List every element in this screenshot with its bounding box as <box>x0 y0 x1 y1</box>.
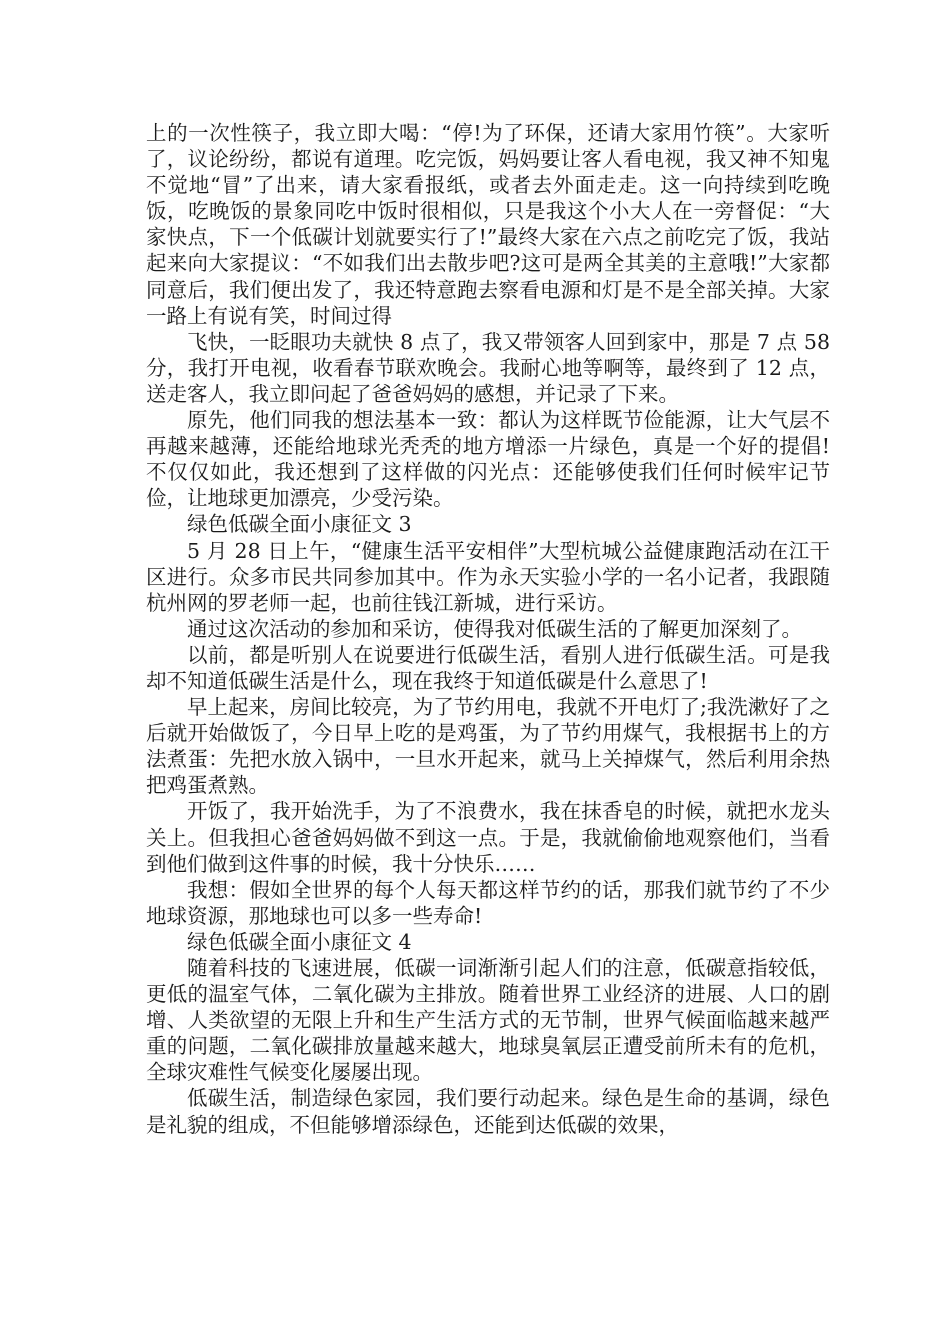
paragraph-2: 飞快，一眨眼功夫就快 8 点了，我又带领客人回到家中，那是 7 点 58 分，我打开电视，收看春节联欢晚会。我耐心地等啊等，最终到了 12 点，送走客人，我立即问起了爸爸妈妈的感想，并记录了下来。 <box>146 329 830 406</box>
paragraph-10: 随着科技的飞速进展，低碳一词渐渐引起人们的注意，低碳意指较低，更低的温室气体，二氧化碳为主排放。随着世界工业经济的进展、人口的剧增、人类欲望的无限上升和生产生活方式的无节制，世界气候面临越来越严重的问题，二氧化碳排放量越来越大，地球臭氧层正遭受前所未有的危机，全球灾难性气候变化屡屡出现。 <box>146 956 830 1085</box>
paragraph-4: 5 月 28 日上午，“健康生活平安相伴”大型杭城公益健康跑活动在江干区进行。众多市民共同参加其中。作为永天实验小学的一名小记者，我跟随杭州网的罗老师一起，也前往钱江新城，进行采访。 <box>146 538 830 615</box>
paragraph-9: 我想：假如全世界的每个人每天都这样节约的话，那我们就节约了不少地球资源，那地球也可以多一些寿命! <box>146 877 830 928</box>
paragraph-5: 通过这次活动的参加和采访，使得我对低碳生活的了解更加深刻了。 <box>187 616 802 641</box>
paragraph-7: 早上起来，房间比较亮，为了节约用电，我就不开电灯了;我洗漱好了之后就开始做饭了，今日早上吃的是鸡蛋，为了节约用煤气，我根据书上的方法煮蛋：先把水放入锅中，一旦水开起来，就马上关掉煤气，然后利用余热把鸡蛋煮熟。 <box>146 695 830 798</box>
document-body <box>146 120 830 1138</box>
paragraph-11: 低碳生活，制造绿色家园，我们要行动起来。绿色是生命的基调，绿色是礼貌的组成，不但能够增添绿色，还能到达低碳的效果， <box>146 1086 830 1137</box>
paragraph-3: 原先，他们同我的想法基本一致：都认为这样既节俭能源，让大气层不再越来越薄，还能给地球光秃秃的地方增添一片绿色，真是一个好的提倡!不仅仅如此，我还想到了这样做的闪光点：还能够使我们任何时候牢记节俭，让地球更加漂亮，少受污染。 <box>146 408 830 511</box>
paragraph-1: 上的一次性筷子，我立即大喝：“停!为了环保，还请大家用竹筷”。大家听了，议论纷纷，都说有道理。吃完饭，妈妈要让客人看电视，我又神不知鬼不觉地“冒”了出来，请大家看报纸，或者去外面走走。这一向持续到吃晚饭，吃晚饭的景象同吃中饭时很相似，只是我这个小大人在一旁督促：“大家快点，下一个低碳计划就要实行了!”最终大家在六点之前吃完了饭，我站起来向大家提议：“不如我们出去散步吧?这可是两全其美的主意哦!”大家都同意后，我们便出发了，我还特意跑去察看电源和灯是不是全部关掉。大家一路上有说有笑，时间过得 <box>146 121 830 328</box>
section-heading-3: 绿色低碳全面小康征文 3 <box>187 512 412 537</box>
paragraph-8: 开饭了，我开始洗手，为了不浪费水，我在抹香皂的时候，就把水龙头关上。但我担心爸爸妈妈做不到这一点。于是，我就偷偷地观察他们，当看到他们做到这件事的时候，我十分快乐…… <box>146 799 830 876</box>
paragraph-6: 以前，都是听别人在说要进行低碳生活，看别人进行低碳生活。可是我却不知道低碳生活是什么，现在我终于知道低碳是什么意思了! <box>146 642 830 693</box>
section-heading-4: 绿色低碳全面小康征文 4 <box>187 929 412 954</box>
